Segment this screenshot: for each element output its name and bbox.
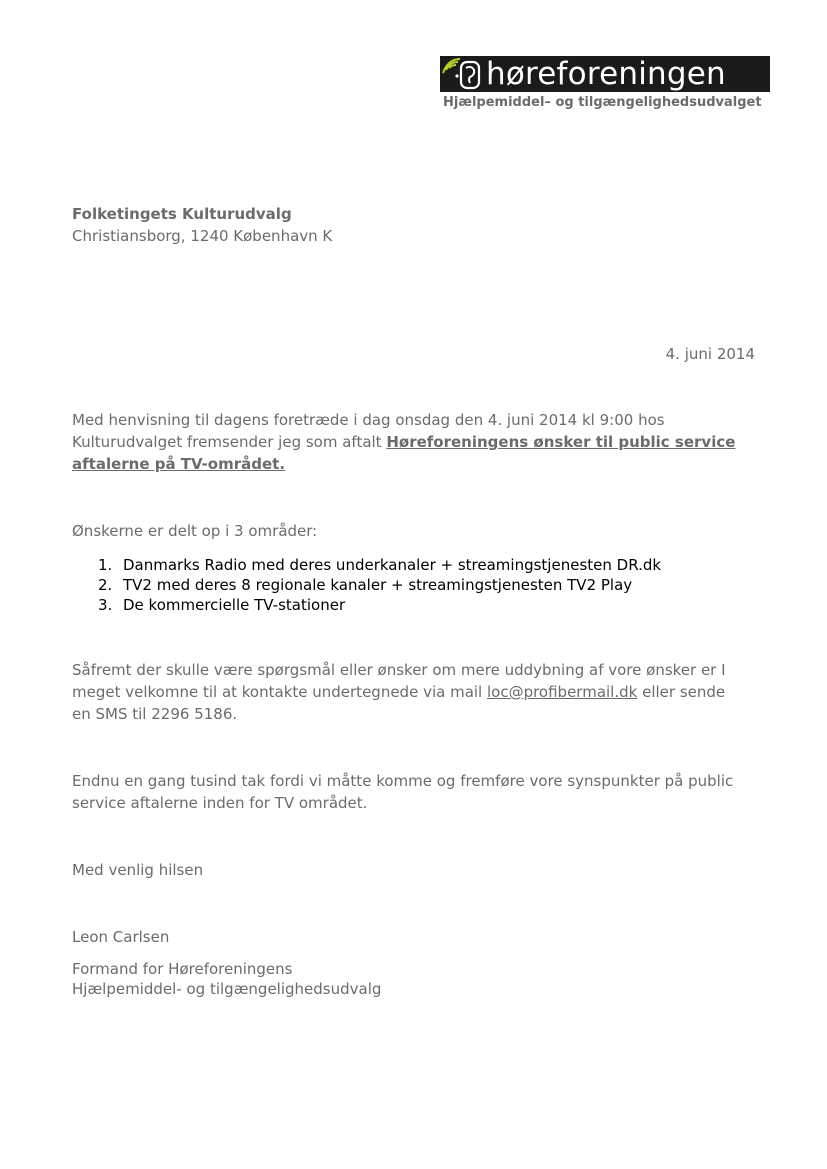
intro-line-3 xyxy=(72,453,762,475)
contact-line-1: Såfremt der skulle være spørgsmål eller ønsker om mere uddybning af vore ønsker er I xyxy=(72,661,726,679)
thanks-line-1: Endnu en gang tusind tak fordi vi måtte komme og fremføre vore synspunkter på public xyxy=(72,772,734,790)
contact-line-2 xyxy=(72,681,772,703)
email-link[interactable]: loc@profibermail.dk xyxy=(486,683,638,701)
recipient-address: Christiansborg, 1240 København K xyxy=(72,227,333,245)
signer-title-line-2: Hjælpemiddel- og tilgængelighedsudvalg xyxy=(72,980,382,998)
contact-paragraph xyxy=(72,659,772,725)
signer-title xyxy=(72,959,381,999)
areas-intro: Ønskerne er delt op i 3 områder: xyxy=(72,522,318,540)
contact-line-3: en SMS til 2296 5186. xyxy=(72,705,238,723)
recipient-name: Folketingets Kulturudvalg xyxy=(72,205,292,223)
list-item-number: 2. xyxy=(98,576,113,594)
contact-line-2-suffix: eller sende xyxy=(637,683,726,701)
signer-name: Leon Carlsen xyxy=(72,928,170,946)
logo xyxy=(440,56,770,92)
thanks-paragraph xyxy=(72,770,772,814)
closing-greeting: Med venlig hilsen xyxy=(72,861,204,879)
list-item-number: 1. xyxy=(98,556,113,574)
list-item xyxy=(98,555,661,575)
areas-list xyxy=(98,555,661,615)
ear-logo-icon xyxy=(440,56,484,92)
list-item-text: De kommercielle TV-stationer xyxy=(123,596,346,614)
intro-line-2 xyxy=(72,431,762,453)
wishes-link-part-1[interactable]: Høreforeningens ønsker til public service xyxy=(386,433,736,451)
logo-wordmark: høreforeningen xyxy=(486,56,726,92)
list-item xyxy=(98,575,661,595)
intro-line-1: Med henvisning til dagens foretræde i dag onsdag den 4. juni 2014 kl 9:00 hos xyxy=(72,411,665,429)
contact-line-2-prefix: meget velkomne til at kontakte undertegnede via mail xyxy=(72,683,487,701)
letter-date: 4. juni 2014 xyxy=(665,345,755,363)
list-item-text: TV2 med deres 8 regionale kanaler + streamingstjenesten TV2 Play xyxy=(123,576,633,594)
logo-subtitle: Hjælpemiddel– og tilgængelighedsudvalget xyxy=(443,95,762,110)
intro-paragraph xyxy=(72,409,762,475)
signer-title-line-1: Formand for Høreforeningens xyxy=(72,960,293,978)
list-item-number: 3. xyxy=(98,596,113,614)
list-item-text: Danmarks Radio med deres underkanaler + streamingstjenesten DR.dk xyxy=(123,556,662,574)
wishes-link-part-2[interactable]: aftalerne på TV-området. xyxy=(72,455,286,473)
thanks-line-2: service aftalerne inden for TV området. xyxy=(72,794,368,812)
intro-line-2-prefix: Kulturudvalget fremsender jeg som aftalt xyxy=(72,433,387,451)
list-item xyxy=(98,595,661,615)
